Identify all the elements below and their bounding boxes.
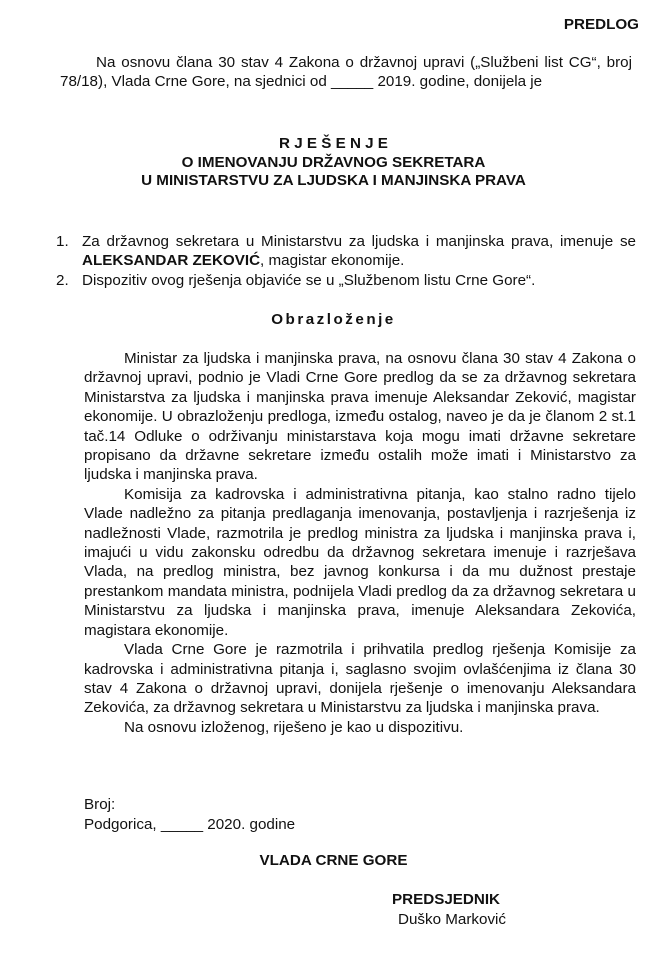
document-title [0, 135, 667, 191]
dispositive-item-1 [56, 232, 636, 271]
item-text-after: , magistar ekonomije. [260, 252, 405, 270]
item-number: 2. [56, 271, 69, 289]
intro-paragraph: Na osnovu člana 30 stav 4 Zakona o državnoj upravi („Službeni list CG“, broj 78/18), Vlada Crne Gore, na sjednici od _____ 2019. godine, donijela je [60, 54, 632, 91]
government-name: VLADA CRNE GORE [259, 852, 408, 869]
dispositive-item-2 [56, 271, 636, 290]
title-line-1: R J E Š E N J E [279, 135, 388, 152]
item-text: Dispozitiv ovog rješenja objaviće se u „Službenom listu Crne Gore“. [82, 271, 536, 289]
title-line-2: O IMENOVANJU DRŽAVNOG SEKRETARA [181, 153, 486, 171]
signatory-name: Duško Marković [398, 911, 507, 928]
reference-number: Broj: [84, 796, 116, 813]
title-line-3: U MINISTARSTVU ZA LJUDSKA I MANJINSKA PRAVA [141, 172, 526, 189]
dispositive-list [56, 232, 636, 290]
item-text [82, 232, 636, 271]
appointee-name: ALEKSANDAR ZEKOVIĆ [82, 252, 261, 270]
explanation-paragraph: Vlada Crne Gore je razmotrila i prihvatila predlog rješenja Komisije za kadrovska i administrativna pitanja i, saglasno svojim ovlašćenjima iz člana 30 stav 4 Zakona o državnoj upravi, donijela rješenje o imenovanju Aleksandara Zekovića, za državnog sekretara u Ministarstvu za ljudska i manjinska prava. [84, 641, 636, 717]
place-date: Podgorica, _____ 2020. godine [84, 816, 296, 833]
item-number: 1. [56, 233, 69, 250]
section-heading: Obrazloženje [271, 311, 396, 328]
explanation-body [84, 349, 636, 737]
document-label: PREDLOG [563, 16, 639, 33]
explanation-paragraph: Ministar za ljudska i manjinska prava, na osnovu člana 30 stav 4 Zakona o državnoj upravi, podnio je Vladi Crne Gore predlog da se za državnog sekretara Ministarstva za ljudska i manjinska prava imenuje Aleksandar Zeković, magistar ekonomije. U obrazloženju predloga, između ostalog, naveo je da je članom 2 st.1 tač.14 Odluke o održivanju ministarstava koja mogu imati državne sekretare propisano da državne sekretare između ostalih može imati i Ministarstvo za ljudska i manjinska prava. [84, 350, 636, 484]
explanation-paragraph: Komisija za kadrovska i administrativna pitanja, kao stalno radno tijelo Vlade nadležno za pitanja predlaganja imenovanja, postavljenja i razrješenja iz nadležnosti Vlade, razmotrila je predlog ministra za ljudska i manjinska prava i, imajući u vidu zakonsku odredbu da državnog sekretara imenuje i razrješava Vlada, na predlog ministra, bez javnog konkursa i da mu dužnost prestaje prestankom mandata ministra, podnijela Vladi predlog da za državnog sekretara u Ministarstvu za ljudska i manjinska prava, imenuje Aleksandara Zekovića, magistara ekonomije. [84, 485, 636, 639]
signatory-title: PREDSJEDNIK [392, 891, 501, 908]
item-text-before: Za državnog sekretara u Ministarstvu za ljudska i manjinska prava, imenuje se [82, 233, 636, 250]
explanation-paragraph: Na osnovu izloženog, riješeno je kao u dispozitivu. [124, 718, 464, 736]
